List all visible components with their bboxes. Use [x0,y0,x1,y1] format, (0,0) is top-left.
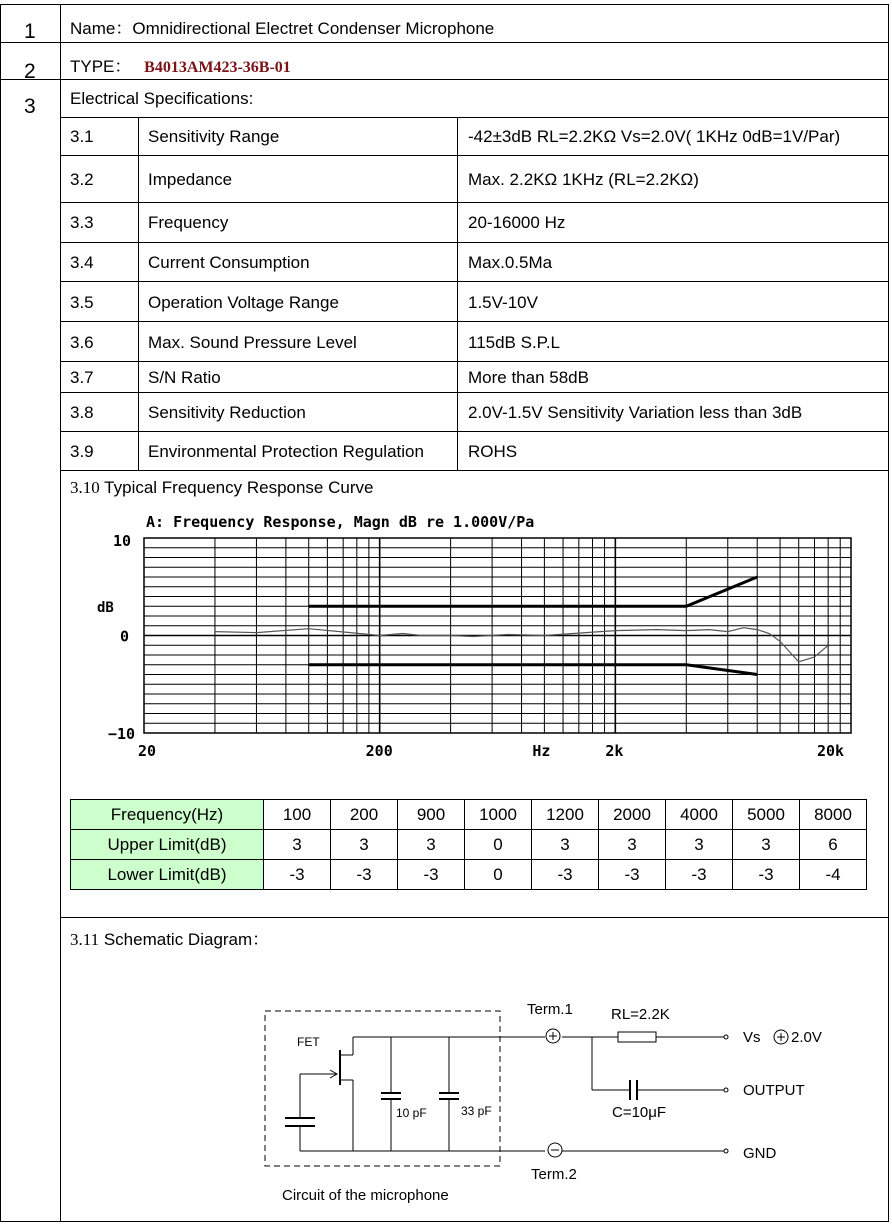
row-number-2: 2 [24,60,36,79]
spec-value: 2.0V-1.5V Sensitivity Variation less than 3dB [468,403,803,422]
fet-label: FET [297,1035,320,1049]
row-number-1: 1 [24,20,36,43]
spec-id: 3.8 [70,403,94,422]
name-label: Name： [70,19,133,38]
table-cell: 1000 [465,800,532,830]
spec-name: S/N Ratio [148,368,221,387]
spec-name: Frequency [148,213,229,232]
spec-name: Impedance [148,170,233,189]
spec-name: Operation Voltage Range [148,293,339,312]
spec-name: Environmental Protection Regulation [148,442,424,461]
table-cell: -4 [800,860,867,890]
table-cell: 3 [599,830,666,860]
spec-value: 20-16000 Hz [468,213,566,232]
output-label: OUTPUT [743,1082,805,1099]
spec-id: 3.2 [70,170,94,189]
chart-xtick-label: Hz [532,742,551,760]
spec-id: 3.6 [70,333,94,352]
chart-xtick-label: 20k [817,742,845,760]
table-cell: 5000 [733,800,800,830]
spec-value: 115dB S.P.L [468,333,561,352]
table-cell: 6 [800,830,867,860]
chart-xtick-label: 200 [365,742,393,760]
name-value: Omnidirectional Electret Condenser Microphone [132,19,495,38]
gnd-label: GND [743,1145,777,1162]
table-cell: -3 [666,860,733,890]
table-cell: -3 [331,860,398,890]
table-cell: 200 [331,800,398,830]
spec-value: ROHS [468,442,518,461]
spec-name: Sensitivity Reduction [148,403,306,422]
table-cell: 1200 [532,800,599,830]
table-cell: 8000 [800,800,867,830]
spec-id: 3.7 [70,368,94,387]
table-cell: 3 [733,830,800,860]
resistor-rl [618,1032,656,1042]
curve-section-number: 3.10 [70,478,100,497]
table-header-upper: Upper Limit(dB) [71,830,264,860]
c2-label: 33 pF [461,1104,492,1118]
chart-ytick-label: 10 [113,532,132,550]
table-header-frequency: Frequency(Hz) [71,800,264,830]
circuit-caption: Circuit of the microphone [282,1187,449,1204]
vs-label: Vs [743,1029,761,1046]
table-cell: 3 [398,830,465,860]
type-value: B4013AM423-36B-01 [144,59,291,76]
rl-label: RL=2.2K [611,1006,670,1023]
spec-id: 3.9 [70,442,94,461]
vs-value: 2.0V [791,1029,822,1046]
spec-id: 3.1 [70,127,94,146]
term2-label: Term.2 [531,1166,577,1183]
table-cell: 900 [398,800,465,830]
curve-section-label: Typical Frequency Response Curve [99,478,374,497]
spec-value: 1.5V-10V [468,293,538,312]
table-cell: 100 [264,800,331,830]
type-label: TYPE： [70,57,132,76]
schematic-section-number: 3.11 [70,930,100,949]
spec-id: 3.5 [70,293,94,312]
spec-value: More than 58dB [468,368,589,387]
spec-value: Max.0.5Ma [468,253,553,272]
term1-label: Term.1 [527,1001,573,1018]
table-cell: 3 [264,830,331,860]
table-cell: -3 [599,860,666,890]
table-cell: 3 [666,830,733,860]
table-cell: 0 [465,860,532,890]
row-number-3: 3 [24,95,36,118]
spec-value: Max. 2.2KΩ 1KHz (RL=2.2KΩ) [468,170,699,189]
table-cell: 0 [465,830,532,860]
chart-xtick-label: 20 [138,742,157,760]
electrical-spec-heading: Electrical Specifications: [70,89,254,108]
capacitor-label: C=10μF [612,1104,667,1121]
table-cell: 4000 [666,800,733,830]
chart-ylabel: dB [97,600,114,616]
table-cell: -3 [733,860,800,890]
c1-label: 10 pF [396,1106,427,1120]
spec-name: Current Consumption [148,253,310,272]
table-cell: -3 [264,860,331,890]
table-header-lower: Lower Limit(dB) [71,860,264,890]
spec-value: -42±3dB RL=2.2KΩ Vs=2.0V( 1KHz 0dB=1V/Par) [468,127,841,146]
chart-title: A: Frequency Response, Magn dB re 1.000V/Pa [146,513,535,531]
chart-xtick-label: 2k [605,742,624,760]
spec-name: Sensitivity Range [148,127,280,146]
table-cell: 2000 [599,800,666,830]
table-cell: 3 [532,830,599,860]
chart-ytick-label: 0 [120,627,130,646]
chart-ytick-label: −10 [108,725,136,743]
spec-name: Max. Sound Pressure Level [148,333,357,352]
table-cell: 3 [331,830,398,860]
spec-id: 3.4 [70,253,94,272]
spec-id: 3.3 [70,213,94,232]
schematic-section-label: Schematic Diagram： [99,930,270,949]
table-cell: -3 [398,860,465,890]
table-cell: -3 [532,860,599,890]
